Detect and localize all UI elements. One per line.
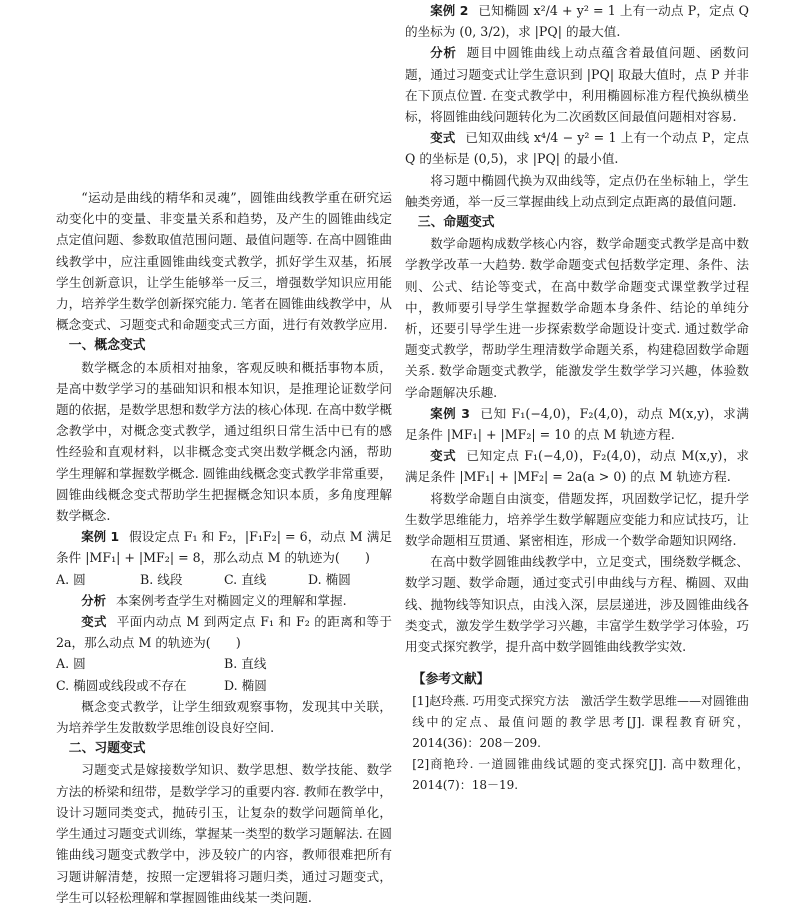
variation-2-tag: 变式 (430, 130, 456, 146)
reference-item: [1]赵玲燕. 巧用变式探究方法 激活学生数学思维——对圆锥曲线中的定点、最值问题的教学思考[J]. 课程教育研究，2014(36)：208－209. (412, 693, 749, 750)
case-2 (405, 0, 749, 42)
case-1 (56, 526, 392, 568)
intro-paragraph: “运动是曲线的精华和灵魂”，圆锥曲线教学重在研究运动变化中的变量、非变量关系和趋势，及产生的圆锥曲线定点定值问题、参数取值范围问题、最值问题等. 在高中圆锥曲线教学中，应注重圆锥曲线变式教学，抓好学生双基，拓展学生创新意识，让学生能够举一反三，增强数学知识应用能力，培养学生数学创新探究能力. 笔者在圆锥曲线教学中，从概念变式、习题变式和命题变式三方面，进行有效教学应用. (56, 190, 392, 333)
references-list (405, 691, 749, 796)
references-title: 【参考文献】 (412, 672, 490, 688)
variation-2 (405, 127, 749, 169)
variation-3 (405, 445, 749, 487)
option-a: A. 圆 (56, 656, 86, 672)
proposition-summary-paragraph: 将数学命题自由演变，借题发挥，巩固数学记忆，提升学生数学思维能力，培养学生数学解题应变能力和应试技巧，让数学命题相互贯通、紧密相连，形成一个数学命题知识网络. (405, 490, 749, 549)
variation-1 (56, 611, 392, 653)
section-heading-concept-variation: 一、概念变式 (68, 338, 146, 354)
analysis-1-text: 本案例考查学生对椭圆定义的理解和掌握. (115, 592, 347, 608)
hyperbola-paragraph: 将习题中椭圆代换为双曲线等，定点仍在坐标轴上，学生触类旁通，举一反三掌握曲线上动点到定点距离的最值问题. (405, 172, 749, 209)
analysis-1-tag: 分析 (81, 592, 106, 608)
case-3 (405, 403, 749, 445)
right-column (405, 0, 749, 796)
conclusion-paragraph: 在高中数学圆锥曲线教学中，立足变式，围绕数学概念、数学习题、数学命题，通过变式引申曲线与方程、椭圆、双曲线、抛物线等知识点，由浅入深，层层递进，涉及圆锥曲线各类变式，激发学生数学学习兴趣，丰富学生数学学习体验，巧用变式探究教学，提升高中数学圆锥曲线教学实效. (405, 554, 749, 655)
option-b: B. 线段 (140, 571, 183, 587)
variation-1-options (56, 653, 392, 695)
top-blank-space (56, 0, 392, 187)
option-c: C. 直线 (224, 571, 267, 587)
analysis-2-text: 题目中圆锥曲线上动点蕴含着最值问题、函数问题，通过习题变式让学生意识到 |PQ| 取最大值时，点 P 并非在下顶点位置. 在变式教学中，利用椭圆标准方程代换纵横坐标，将圆锥曲线问题转化为二次函数区间最值问题相对容易. (405, 45, 750, 125)
reference-item: [2]商艳玲. 一道圆锥曲线试题的变式探究[J]. 高中数理化，2014(7)：18－19. (412, 756, 749, 792)
concept-paragraph: 数学概念的本质相对抽象，客观反映和概括事物本质，是高中数学学习的基础知识和根本知识，是推理论证数学问题的依据，是数学思想和数学方法的核心体现. 在高中数学概念教学中，对概念变式教学，通过组织日常生活中已有的感性经验和直观材料，以非概念变式突出数学概念内涵，帮助学生理解和掌握数学概念. 圆锥曲线概念变式教学非常重要，圆锥曲线概念变式帮助学生把握概念知识本质，多角度理解数学概念. (56, 359, 392, 524)
variation-3-tag: 变式 (430, 448, 457, 464)
exercise-paragraph: 习题变式是嫁接数学知识、数学思想、数学技能、数学方法的桥梁和纽带，是数学学习的重要内容. 教师在教学中，设计习题同类变式，抛砖引玉，让复杂的数学问题简单化，学生通过习题变式训练，掌握某一类型的数学习题解法. 在圆锥曲线习题变式教学中，涉及较广的内容，教师很难把所有习题讲解清楚，按照一定逻辑将习题归类，通过习题变式，学生可以轻松理解和掌握圆锥曲线某一类问题. (56, 762, 392, 905)
variation-1-tag: 变式 (81, 614, 107, 630)
case-2-tag: 案例 2 (430, 3, 469, 18)
case-1-options (56, 569, 392, 590)
analysis-1 (56, 590, 392, 611)
case-1-text: 假设定点 F₁ 和 F₂，|F₁F₂| = 6，动点 M 满足条件 |MF₁| + |MF₂| = 8，那么动点 M 的轨迹为( ) (56, 529, 392, 566)
option-a: A. 圆 (56, 571, 86, 587)
section-heading-exercise-variation: 二、习题变式 (68, 741, 146, 757)
variation-1-text: 平面内动点 M 到两定点 F₁ 和 F₂ 的距离和等于 2a，那么动点 M 的轨迹为( ) (56, 614, 392, 651)
option-d: D. 椭圆 (308, 571, 351, 587)
variation-3-text: 已知定点 F₁(−4,0)，F₂(4,0)，动点 M(x,y)，求满足条件 |MF₁| + |MF₂| = 2a(a > 0) 的点 M 轨迹方程. (405, 448, 750, 485)
case-3-text: 已知 F₁(−4,0)，F₂(4,0)，动点 M(x,y)，求满足条件 |MF₁| + |MF₂| = 10 的点 M 轨迹方程. (405, 405, 749, 443)
concept-summary-paragraph: 概念变式教学，让学生细致观察事物，发现其中关联，为培养学生发散数学思维创设良好空间. (56, 698, 392, 736)
left-column (56, 0, 392, 908)
case-1-tag: 案例 1 (81, 529, 120, 545)
option-c: C. 椭圆或线段或不存在 (56, 677, 187, 693)
section-heading-proposition-variation: 三、命题变式 (417, 215, 495, 231)
option-d: D. 椭圆 (224, 677, 267, 693)
case-2-text: 已知椭圆 x²/4 + y² = 1 上有一动点 P，定点 Q 的坐标为 (0, 3/2)，求 |PQ| 的最大值. (405, 3, 750, 40)
case-3-tag: 案例 3 (430, 405, 470, 421)
option-b: B. 直线 (224, 656, 267, 672)
variation-2-text: 已知双曲线 x⁴/4 − y² = 1 上有一个动点 P，定点 Q 的坐标是 (0,5)，求 |PQ| 的最小值. (405, 130, 750, 167)
analysis-2 (405, 42, 749, 127)
analysis-2-tag: 分析 (430, 45, 457, 61)
proposition-paragraph: 数学命题构成数学核心内容，数学命题变式教学是高中数学教学改革一大趋势. 数学命题变式包括数学定理、条件、法则、公式、结论等变式，在高中数学命题变式课堂教学过程中，教师要引导学生掌握数学命题本身条件、结论的单纯分析，还要引导学生进一步探索数学命题设计变式. 通过数学命题变式教学，帮助学生理清数学命题关系，构建稳固数学命题关系. 数学命题变式教学，能激发学生数学学习兴趣，体验数学命题解决乐趣. (405, 236, 749, 400)
